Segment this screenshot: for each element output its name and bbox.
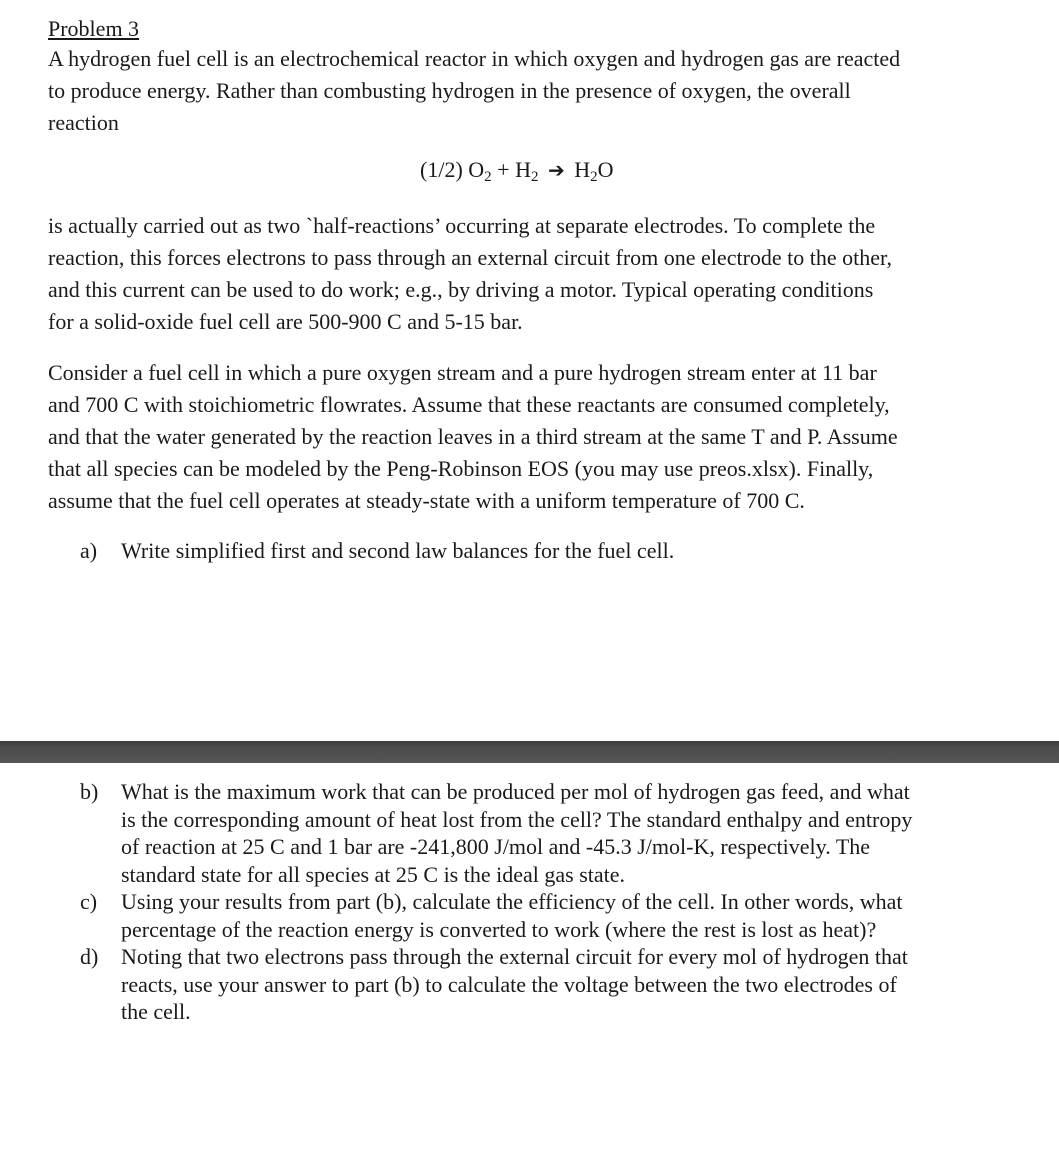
question-list [80,778,1000,1026]
text-line: is the corresponding amount of heat lost from the cell? The standard enthalpy and entropy [121,806,913,832]
question-letter: c) [80,889,98,914]
equation-subscript: 2 [530,169,539,185]
reaction-equation [420,157,614,183]
question-b [80,778,1000,888]
text-line: Using your results from part (b), calculate the efficiency of the cell. In other words, what [121,889,903,914]
text-line: is actually carried out as two `half-reactions’ occurring at separate electrodes. To complete the [48,213,876,238]
question-letter: a) [80,538,98,563]
reaction-arrow-icon: ➔ [547,158,565,182]
text-line: reacts, use your answer to part (b) to calculate the voltage between the two electrodes of [121,971,897,997]
text-line: percentage of the reaction energy is converted to work (where the rest is lost as heat)? [121,916,877,942]
text-line: and 700 C with stoichiometric flowrates. Assume that these reactants are consumed completely, [48,392,890,417]
equation-product-o: O [597,157,614,182]
text-line: that all species can be modeled by the Peng-Robinson EOS (you may use preos.xlsx). Finally, [48,456,874,481]
text-line: A hydrogen fuel cell is an electrochemical reactor in which oxygen and hydrogen gas are reacted [48,46,901,71]
question-letter: d) [80,944,99,969]
consider-paragraph [48,357,993,517]
document-page-2 [0,763,1059,1165]
text-line: Noting that two electrons pass through the external circuit for every mol of hydrogen that [121,944,908,969]
text-line: reaction [48,110,119,135]
equation-product-h: H [574,157,591,182]
problem-title: Problem 3 [48,16,140,41]
text-line: of reaction at 25 C and 1 bar are -241,800 J/mol and -45.3 J/mol-K, respectively. The [121,834,871,859]
question-letter: b) [80,779,99,804]
page-divider [0,741,1059,763]
text-line: assume that the fuel cell operates at steady-state with a uniform temperature of 700 C. [48,488,805,513]
intro-paragraph [48,43,993,139]
text-line: What is the maximum work that can be produced per mol of hydrogen gas feed, and what [121,779,910,804]
question-d [80,943,1000,1026]
equation-reactant-h2: + H [491,157,531,182]
text-line: reaction, this forces electrons to pass through an external circuit from one electrode to the other, [48,245,892,270]
question-c [80,888,1000,943]
question-text: Write simplified first and second law balances for the fuel cell. [121,538,675,563]
text-line: and that the water generated by the reaction leaves in a third stream at the same T and P. Assume [48,424,898,449]
text-line: standard state for all species at 25 C is the ideal gas state. [121,861,626,887]
equation-subscript: 2 [590,169,598,185]
text-line: for a solid-oxide fuel cell are 500-900 C and 5-15 bar. [48,309,523,334]
text-line: to produce energy. Rather than combusting hydrogen in the presence of oxygen, the overall [48,78,851,103]
half-reaction-paragraph [48,210,993,338]
equation-reactant-o2: (1/2) O [420,157,485,182]
equation-subscript: 2 [484,169,492,185]
question-a [80,535,674,567]
text-line: the cell. [121,999,191,1024]
text-line: and this current can be used to do work; e.g., by driving a motor. Typical operating conditions [48,277,874,302]
text-line: Consider a fuel cell in which a pure oxygen stream and a pure hydrogen stream enter at 11 bar [48,360,877,385]
